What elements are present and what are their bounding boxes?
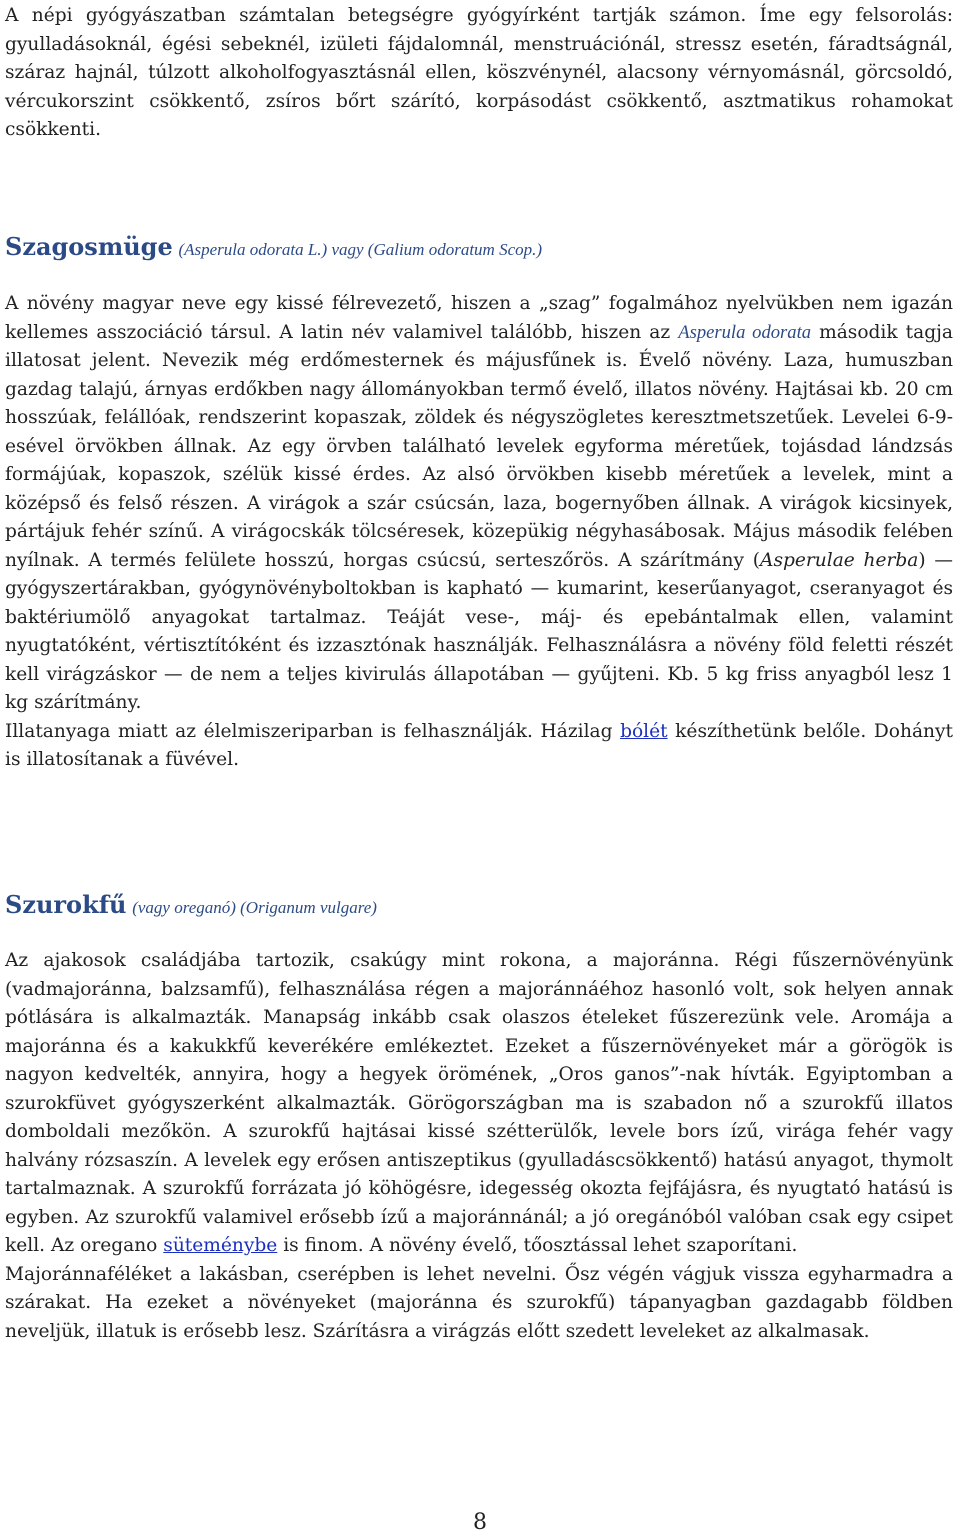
link-bole[interactable]: bólét [620,720,668,742]
section-paragraph [5,290,953,718]
paragraph-text: is finom. A növény évelő, tőosztással lehet szaporítani. [277,1235,798,1256]
latin-name: Asperulae herba [760,549,919,571]
link-sutemeny[interactable]: süteménybe [163,1235,278,1256]
paragraph-text: Az ajakosok családjába tartozik, csakúgy mint rokona, a majoránna. Régi fűszernövényünk (vadmajoránna, balzsamfű), felhasználása régen a majoránnáéhoz hasonló volt, sok helyen annak pótlására is alkalmazták. Manapság inkább csak olaszos ételeket fűszerezünk vele. Aromája a majoránna és a kakukkfű keverékére emlékeztet. Ezeket a fűszernövényeket már a görögök is nagyon kedvelték, annyira, hogy a hegyek örömének, „Oros ganos”-nak hívták. Egyiptomban a szurokfüvet gyógyszerként alkalmazták. Görögországban ma is szabadon nő a szurokfű illatos domboldali mezőkön. A szurokfű hajtásai kissé szétterülők, levele bors ízű, virága fehér vagy halvány rózsaszín. A levelek egy erősen antiszeptikus (gyulladáscsökkentő) hatású anyagot, thymolt tartalmaznak. A szurokfű forrázata jó köhögésre, idegesség okozta fejfájásra, és nyugtató hatású is egyben. Az szurokfű valamivel erősebb ízű a majoránnánál; a jó oregánóból valóban csak egy csipet kell. Az oregano [5,950,953,1256]
section-paragraph [5,718,953,775]
section-heading [5,233,953,264]
section-title: Szagosmüge [5,232,173,261]
section-paragraph [5,947,953,1261]
section-paragraph: Majoránnaféléket a lakásban, cserépben is lehet nevelni. Ősz végén vágjuk vissza egyharmadra a szárakat. Ha ezeket a növényeket (majoránna és szurokfű) tápanyagban gazdagabb földben neveljük, illatuk is erősebb lesz. Szárításra a virágzás előtt szedett leveleket az alkalmasak. [5,1263,953,1342]
paragraph-text: A növény magyar neve egy kissé félrevezető, hiszen a „szag” fogalmához nyelvükben nem igazán kellemes asszociáció társul. A latin név valamivel találóbb, hiszen az [5,293,953,343]
section-szagosmuge [5,233,953,775]
section-heading [5,891,953,922]
paragraph-text: Illatanyaga miatt az élelmiszeriparban is felhasználják. Házilag [5,720,621,742]
page-number: 8 [473,1510,487,1535]
paragraph-text: ) — gyógyszertárakban, gyógynövényboltokban is kapható — kumarint, keserűanyagot, cseranyagot és baktériumölő anyagokat tartalmaz. Teáját vese-, máj- és epebántalmak ellen, valamint nyugtatóként, vértisztítóként és izzasztónak használják. Felhasználásra a növény föld feletti részét kell virágzáskor — de nem a teljes kivirulás állapotában — gyűjteni. Kb. 5 kg friss anyagból lesz 1 kg szárítmány. [5,549,953,713]
section-szurokfu [5,891,953,1346]
intro-paragraph: A népi gyógyászatban számtalan betegségre gyógyírként tartják számon. Íme egy felsorolás: gyulladásoknál, égési sebeknél, izületi fájdalomnál, menstruációnál, stressz esetén, fáradtságnál, száraz hajnál, túlzott alkoholfogyasztásnál ellen, köszvénynél, alacsony vérnyomásnál, görcsoldó, vércukorszint csökkentő, zsíros bőrt szárító, korpásodást csökkentő, asztmatikus rohamokat csökkenti. [5,5,953,140]
section-title: Szurokfű [5,890,127,919]
section-subtitle: (Asperula odorata L.) vagy (Galium odoratum Scop.) [178,240,543,259]
latin-name: Asperula odorata [678,321,812,343]
section-subtitle: (vagy oreganó) (Origanum vulgare) [132,898,377,917]
paragraph-text: második tagja illatosat jelent. Nevezik még erdőmesternek és májusfűnek is. Évelő növény. Laza, humuszban gazdag talajú, árnyas erdőkben nagy állományokban termő évelő, illatos növény. Hajtásai kb. 20 cm hosszúak, felállóak, rendszerint kopaszak, zöldek és négyszögletes keresztmetszetűek. Levelei 6-9-esével örvökben állnak. Az egy örvben található levelek egyforma méretűek, tojásdad lándzsás formájúak, kopaszok, szélük kissé érdes. Az alsó örvökben kisebb méretűek a levelek, mint a középső és felső részen. A virágok a szár csúcsán, laza, bogernyőben állnak. A virágok kicsinyek, pártájuk fehér színű. A virágocskák tölcséresek, közepükig négyhasábosak. Május második felében nyílnak. A termés felülete hosszú, horgas csúcsú, serteszőrös. A szárítmány ( [5,321,953,571]
paragraph-text: készíthetünk belőle. Dohányt is illatosítanak a füvével. [5,720,954,770]
